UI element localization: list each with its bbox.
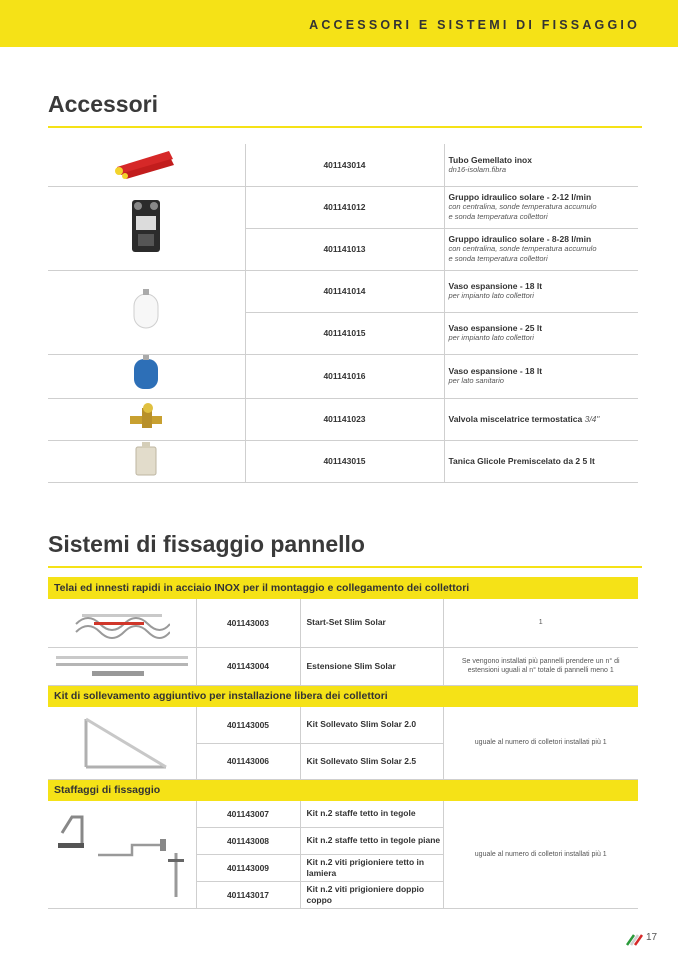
italian-flag-icon [626,933,644,947]
product-name: Kit n.2 staffe tetto in tegole [300,801,443,827]
page-number: 17 [646,932,658,943]
product-name: Kit n.2 viti prigioniere doppio coppo [300,881,443,908]
pipe-image-icon [111,145,181,179]
mixing-valve-icon [126,402,166,432]
table-row [48,647,638,685]
product-name: Kit n.2 viti prigioniere tetto in lamiera [300,854,443,881]
product-code: 401141016 [245,354,444,398]
product-name: Estensione Slim Solar [300,647,443,685]
fissaggio-table [48,577,638,909]
product-code: 401143005 [196,707,300,743]
table-row [48,186,638,228]
product-qty: 1 [443,599,638,647]
expansion-vessel-white-icon [131,288,161,332]
roof-brackets-image-icon [52,805,192,901]
product-code: 401143006 [196,743,300,779]
product-name: Kit Sollevato Slim Solar 2.5 [300,743,443,779]
product-code: 401143004 [196,647,300,685]
product-desc: Tubo Gemellato inox dn16-isolam.fibra [444,144,638,186]
product-image-tubo [48,144,245,186]
product-image-valvola [48,398,245,440]
product-code: 401143017 [196,881,300,908]
table-row [48,398,638,440]
product-desc: Vaso espansione - 25 lt per impianto lato collettori [444,312,638,354]
section-header: Kit di sollevamento aggiuntivo per installazione libera dei collettori [48,685,638,707]
product-desc: Gruppo idraulico solare - 8-28 l/min con centralina, sonde temperatura accumulo e sonda temperatura collettori [444,228,638,270]
product-desc: Tanica Glicole Premiscelato da 2 5 lt [444,440,638,482]
product-code: 401143003 [196,599,300,647]
product-desc: Vaso espansione - 18 lt per impianto lato collettori [444,270,638,312]
product-image-staffe [48,801,196,908]
product-code: 401141014 [245,270,444,312]
product-desc: Valvola miscelatrice termostatica 3/4" [444,398,638,440]
product-code: 401141015 [245,312,444,354]
roof-frame-image-icon [74,604,170,640]
product-code: 401143009 [196,854,300,881]
product-image-vaso-bianco [48,270,245,354]
table-row [48,270,638,312]
expansion-vessel-blue-icon [131,355,161,393]
table-row [48,354,638,398]
product-code: 401143008 [196,827,300,854]
divider [48,126,642,128]
divider [48,566,642,568]
product-qty: uguale al numero di colletori installati più 1 [443,801,638,908]
accessori-table [48,144,638,483]
tilt-frame-image-icon [72,711,172,773]
table-row [48,707,638,743]
product-name: Kit n.2 staffe tetto in tegole piane [300,827,443,854]
product-code: 401143015 [245,440,444,482]
canister-icon [134,441,158,477]
pump-group-image-icon [126,194,166,258]
product-code: 401141013 [245,228,444,270]
table-row [48,144,638,186]
product-qty: uguale al numero di colletori installati più 1 [443,707,638,779]
extension-rail-image-icon [52,650,192,680]
section-header: Staffaggi di fissaggio [48,779,638,801]
product-image-gruppo [48,186,245,270]
product-code: 401141023 [245,398,444,440]
table-row [48,599,638,647]
section-title-fissaggio: Sistemi di fissaggio pannello [48,531,365,557]
header-title: ACCESSORI E SISTEMI DI FISSAGGIO [309,18,640,32]
product-image-kit-sollevato [48,707,196,779]
product-image-estensione [48,647,196,685]
product-name: Kit Sollevato Slim Solar 2.0 [300,707,443,743]
product-code: 401141012 [245,186,444,228]
product-desc: Gruppo idraulico solare - 2-12 l/min con centralina, sonde temperatura accumulo e sonda temperatura collettori [444,186,638,228]
product-image-start-set [48,599,196,647]
product-code: 401143007 [196,801,300,827]
product-qty: Se vengono installati più pannelli prendere un n° di estensioni uguali al n° totale di pannelli meno 1 [443,647,638,685]
table-row [48,440,638,482]
product-code: 401143014 [245,144,444,186]
product-image-vaso-blu [48,354,245,398]
product-image-tanica [48,440,245,482]
section-header: Telai ed innesti rapidi in acciaio INOX per il montaggio e collegamento dei collettori [48,577,638,599]
table-row [48,801,638,827]
product-desc: Vaso espansione - 18 lt per lato sanitario [444,354,638,398]
section-title-accessori: Accessori [48,91,158,117]
product-name: Start-Set Slim Solar [300,599,443,647]
